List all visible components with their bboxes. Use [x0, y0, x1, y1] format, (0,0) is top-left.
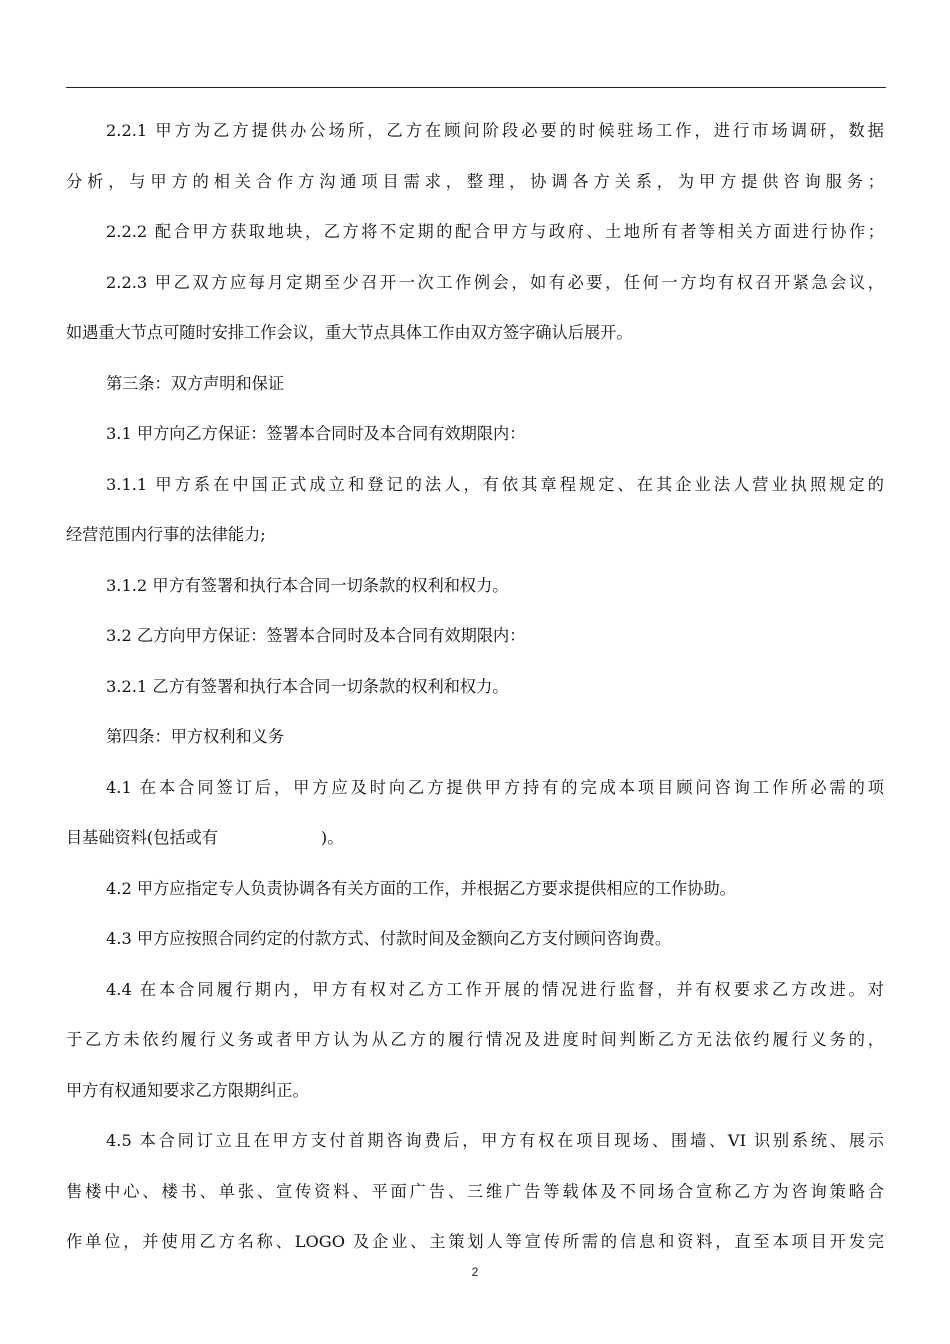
paragraph-line: 经营范围内行事的法律能力; [66, 525, 266, 544]
section-heading: 第四条：甲方权利和义务 [106, 727, 285, 746]
paragraph-line: 售楼中心、楼书、单张、宣传资料、平面广告、三维广告等载体及不同场合宣称乙方为咨询策略合 [66, 1181, 884, 1201]
paragraph-line: 3.2 乙方向甲方保证：签署本合同时及本合同有效期限内： [106, 626, 526, 645]
paragraph-line: 甲方有权通知要求乙方限期纠正。 [66, 1080, 309, 1100]
paragraph-line: 4.1 在本合同签订后，甲方应及时向乙方提供甲方持有的完成本项目顾问咨询工作所必需的项 [106, 777, 884, 797]
page-number: 2 [471, 1265, 479, 1279]
paragraph-line: 4.3 甲方应按照合同约定的付款方式、付款时间及金额向乙方支付顾问咨询费。 [106, 929, 672, 948]
paragraph-line: 2.2.3 甲乙双方应每月定期至少召开一次工作例会，如有必要，任何一方均有权召开紧急会议， [106, 272, 884, 292]
paragraph-line: 分析，与甲方的相关合作方沟通项目需求，整理，协调各方关系，为甲方提供咨询服务； [66, 171, 884, 191]
paragraph-line: 3.1 甲方向乙方保证：签署本合同时及本合同有效期限内： [106, 424, 526, 443]
paragraph-line: 4.5 本合同订立且在甲方支付首期咨询费后，甲方有权在项目现场、围墙、VI 识别系统、展示 [106, 1131, 884, 1150]
paragraph-line: 4.2 甲方应指定专人负责协调各有关方面的工作，并根据乙方要求提供相应的工作协助。 [106, 878, 736, 898]
paragraph-line: 作单位，并使用乙方名称、LOGO 及企业、主策划人等宣传所需的信息和资料，直至本项目开发完 [66, 1232, 884, 1251]
paragraph-line: 3.2.1 乙方有签署和执行本合同一切条款的权利和权力。 [106, 676, 509, 696]
section-heading: 第三条：双方声明和保证 [106, 373, 285, 393]
paragraph-line: 3.1.2 甲方有签署和执行本合同一切条款的权利和权力。 [106, 575, 509, 595]
paragraph-line: 4.4 在本合同履行期内，甲方有权对乙方工作开展的情况进行监督，并有权要求乙方改进。对 [106, 979, 884, 999]
paragraph-line: 3.1.1 甲方系在中国正式成立和登记的法人，有依其章程规定、在其企业法人营业执照规定的 [106, 474, 884, 494]
paragraph-line: 如遇重大节点可随时安排工作会议，重大节点具体工作由双方签字确认后展开。 [66, 323, 633, 342]
paragraph-line: 2.2.1 甲方为乙方提供办公场所，乙方在顾问阶段必要的时候驻场工作，进行市场调研，数据 [106, 121, 884, 140]
paragraph-line: 2.2.2 配合甲方获取地块，乙方将不定期的配合甲方与政府、土地所有者等相关方面进行协作； [106, 222, 884, 241]
document-body [66, 106, 884, 1268]
paragraph-line: 于乙方未依约履行义务或者甲方认为从乙方的履行情况及进度时间判断乙方无法依约履行义务的， [66, 1030, 884, 1049]
paragraph-line: 目基础资料(包括或有 )。 [66, 828, 344, 847]
header-rule [66, 87, 886, 88]
